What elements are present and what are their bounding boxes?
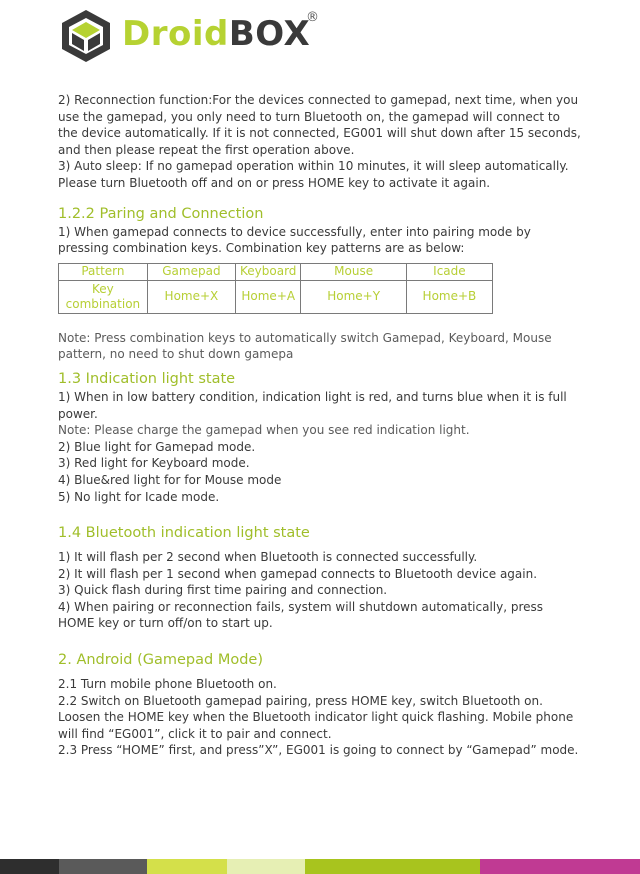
pairing-intro: 1) When gamepad connects to device successfully, enter into pairing mode by pressing combination keys. Combination key patterns are as below:	[58, 224, 531, 256]
footer-segment	[147, 859, 227, 874]
indication-line: 5) No light for Icade mode.	[58, 489, 220, 504]
logo-word-droid: Droid	[122, 14, 229, 54]
combination-note: Note: Press combination keys to automatically switch Gamepad, Keyboard, Mouse pattern, no need to shut down gamepa	[58, 330, 552, 362]
logo-wordmark	[122, 14, 310, 54]
table-cell: Home+Y	[301, 280, 406, 313]
section-heading-android: 2. Android (Gamepad Mode)	[58, 652, 264, 669]
registered-mark: ®	[306, 10, 319, 25]
bluetooth-line: 2) It will flash per 1 second when gamepad connects to Bluetooth device again.	[58, 566, 538, 581]
table-header-cell: Mouse	[301, 263, 406, 280]
combination-key-table	[58, 263, 493, 314]
table-cell: Home+B	[406, 280, 492, 313]
table-cell: Key combination	[59, 280, 148, 313]
droidbox-shield-icon	[58, 8, 114, 64]
android-step: 2.2 Switch on Bluetooth gamepad pairing, press HOME key, switch Bluetooth on. Loosen the HOME key when the Bluetooth indicator light quick flashing. Mobile phone will find “EG001”, click it to pair and connect.	[58, 693, 574, 741]
section-heading-pairing: 1.2.2 Paring and Connection	[58, 205, 264, 222]
bluetooth-line: 4) When pairing or reconnection fails, system will shutdown automatically, press HOME key or turn off/on to start up.	[58, 599, 544, 631]
footer-segment	[480, 859, 640, 874]
indication-line: 2) Blue light for Gamepad mode.	[58, 439, 256, 454]
footer-segment	[0, 859, 59, 874]
table-header-cell: Icade	[406, 263, 492, 280]
indication-line: 4) Blue&red light for for Mouse mode	[58, 472, 282, 487]
table-header-cell: Keyboard	[236, 263, 301, 280]
footer-segment	[227, 859, 305, 874]
indication-line: 3) Red light for Keyboard mode.	[58, 456, 250, 471]
table-header-cell: Pattern	[59, 263, 148, 280]
table-header-cell: Gamepad	[147, 263, 235, 280]
auto-sleep-paragraph: 3) Auto sleep: If no gamepad operation within 10 minutes, it will sleep automatically. Please turn Bluetooth off and on or press HOME key to activate it again.	[58, 159, 569, 190]
table-row	[59, 280, 493, 313]
footer-segment	[305, 859, 480, 874]
android-step: 2.3 Press “HOME” first, and press”X”, EG001 is going to connect by “Gamepad” mode.	[58, 743, 579, 758]
bluetooth-line: 3) Quick flash during first time pairing and connection.	[58, 583, 388, 598]
table-cell: Home+X	[147, 280, 235, 313]
bluetooth-line: 1) It will flash per 2 second when Bluetooth is connected successfully.	[58, 550, 478, 565]
droidbox-logo	[58, 8, 328, 62]
section-heading-indication: 1.3 Indication light state	[58, 370, 236, 387]
android-step: 2.1 Turn mobile phone Bluetooth on.	[58, 677, 277, 692]
section-heading-bluetooth: 1.4 Bluetooth indication light state	[58, 525, 310, 542]
footer-segment	[59, 859, 147, 874]
indication-note: Note: Please charge the gamepad when you see red indication light.	[58, 423, 470, 438]
table-header-row	[59, 263, 493, 280]
table-cell: Home+A	[236, 280, 301, 313]
footer-color-bar	[0, 859, 640, 874]
logo-word-box: BOX	[228, 14, 311, 54]
document-body	[58, 92, 582, 759]
indication-line: 1) When in low battery condition, indication light is red, and turns blue when it is full power.	[58, 389, 567, 421]
reconnection-paragraph: 2) Reconnection function:For the devices connected to gamepad, next time, when you use the gamepad, you only need to turn Bluetooth on, the gamepad will connect to the device automatically. If it is not connected, EG001 will shut down after 15 seconds, and then please repeat the first operation above.	[58, 93, 581, 157]
